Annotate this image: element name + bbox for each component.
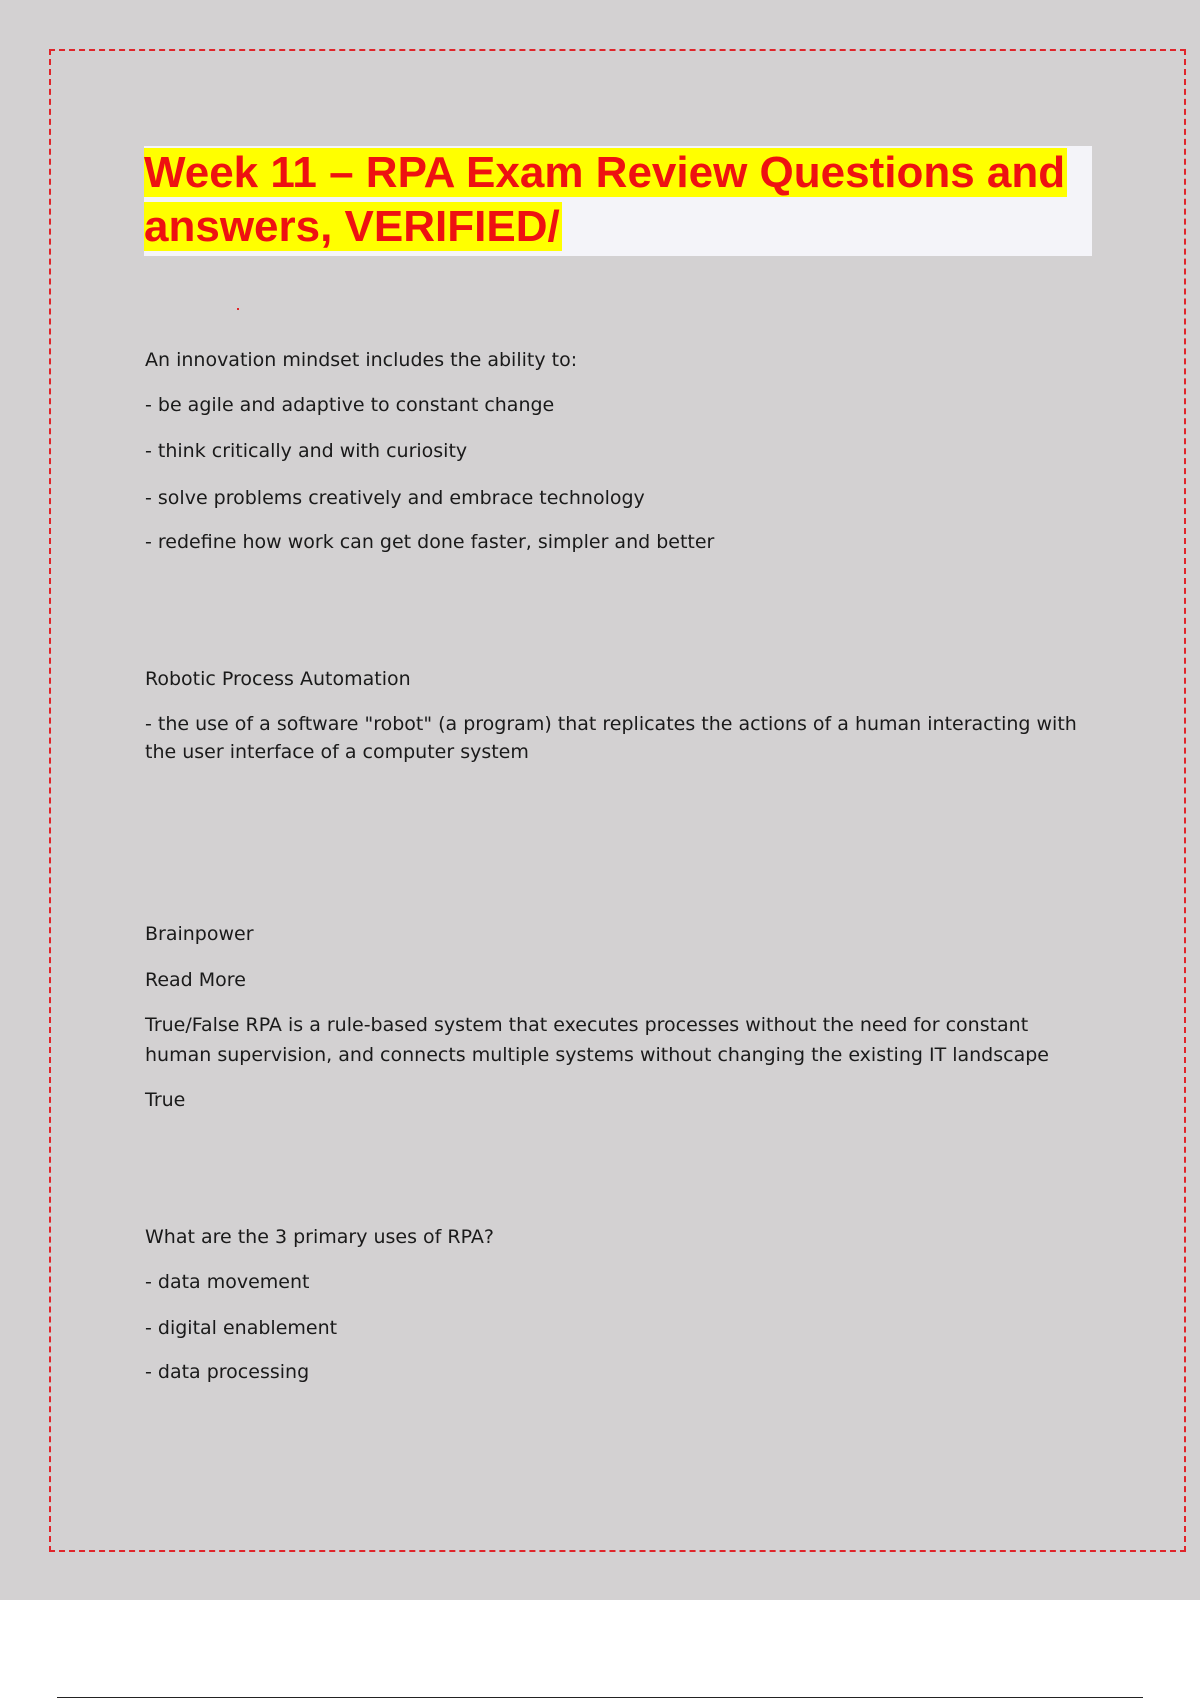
section-heading: Brainpower xyxy=(145,923,254,945)
read-more-text: Read More xyxy=(145,969,246,991)
question-text: True/False RPA is a rule-based system that executes processes without the need for constant human supervision, and connects multiple systems without changing the existing IT landscape xyxy=(145,1014,1049,1066)
list-item: - digital enablement xyxy=(145,1317,338,1339)
document-title xyxy=(144,146,1092,254)
document-title-text: Week 11 – RPA Exam Review Questions and answers, VERIFIED/ xyxy=(144,148,1066,251)
list-item: - solve problems creatively and embrace technology xyxy=(145,487,645,509)
answer-text: True xyxy=(145,1089,186,1111)
stray-mark xyxy=(237,308,239,310)
title-block xyxy=(144,146,1092,256)
list-item: - be agile and adaptive to constant change xyxy=(145,394,555,416)
section-heading: What are the 3 primary uses of RPA? xyxy=(145,1226,494,1248)
list-item: - data movement xyxy=(145,1271,310,1293)
definition-text: - the use of a software "robot" (a program) that replicates the actions of a human interacting with the user interface of a computer system xyxy=(145,713,1077,763)
section-heading: Robotic Process Automation xyxy=(145,668,411,690)
list-item: - think critically and with curiosity xyxy=(145,440,468,462)
list-item: - redefine how work can get done faster, simpler and better xyxy=(145,531,715,553)
list-item: - data processing xyxy=(145,1361,310,1383)
footer-rule xyxy=(57,1697,1143,1698)
section-heading: An innovation mindset includes the ability to: xyxy=(145,349,578,371)
